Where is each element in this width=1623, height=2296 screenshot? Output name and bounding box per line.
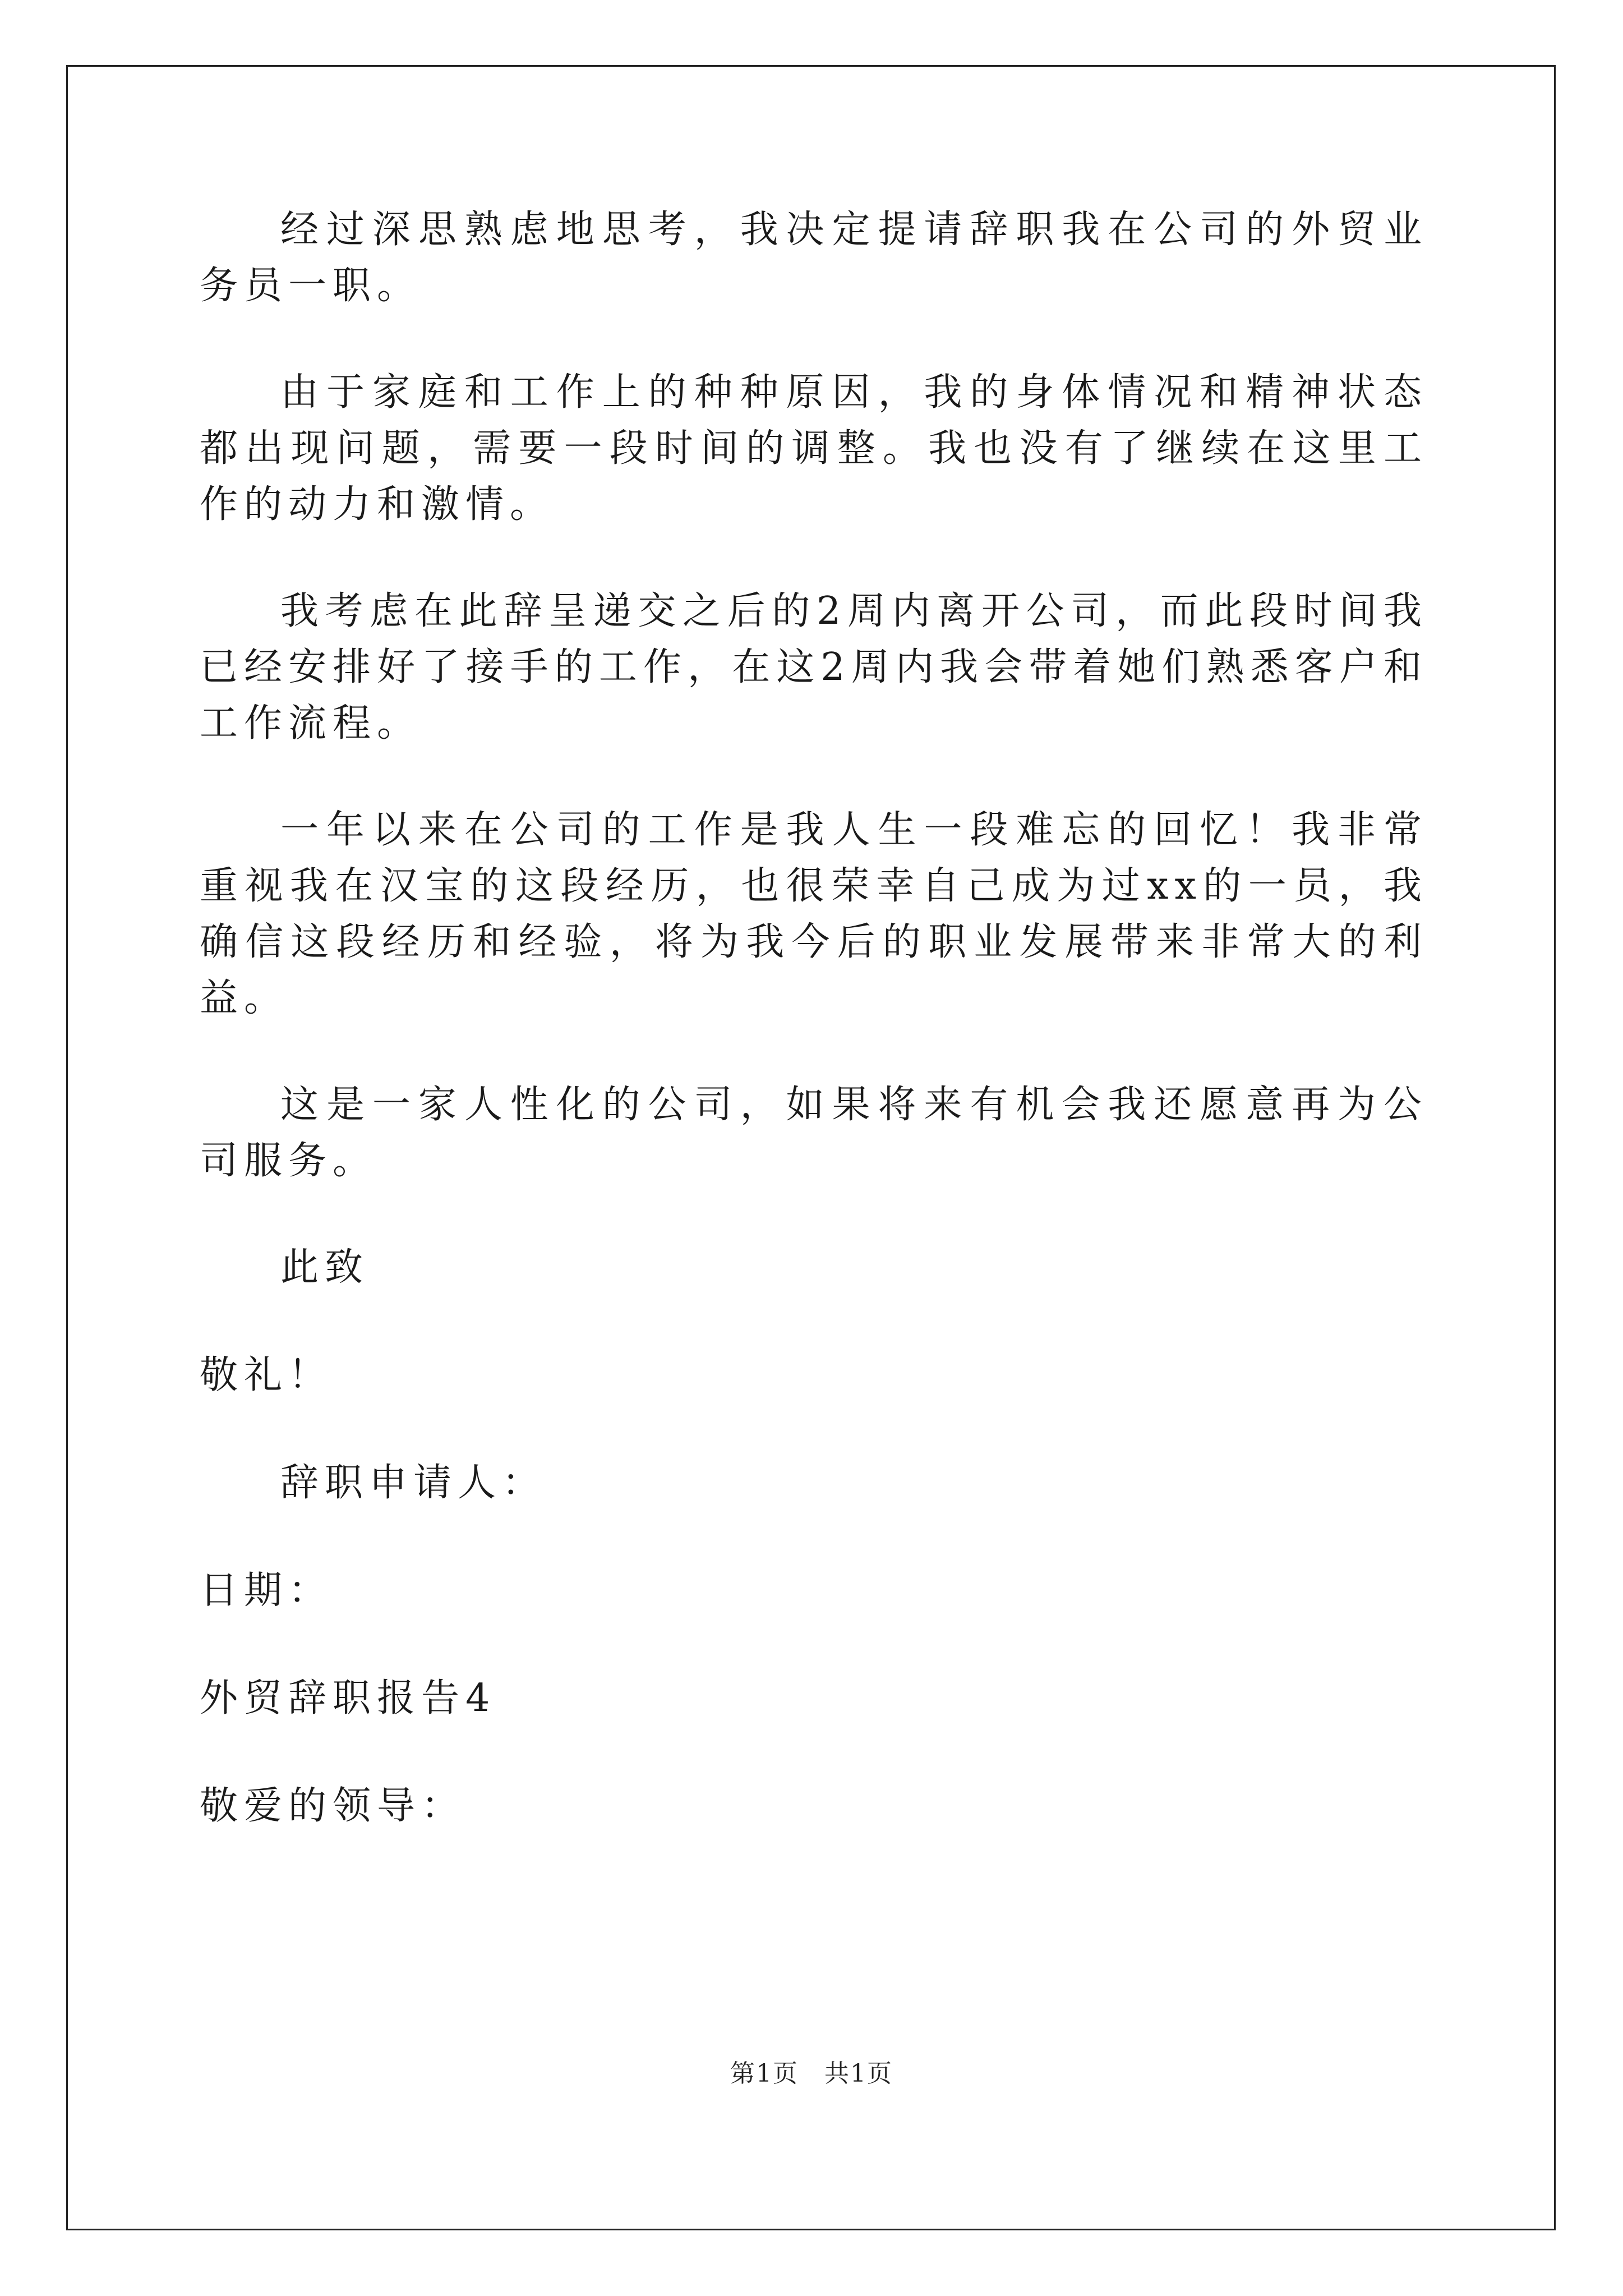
document-body	[200, 202, 1428, 1886]
paragraph-gratitude: 一年以来在公司的工作是我人生一段难忘的回忆！我非常重视我在汉宝的这段经历，也很荣幸自己成为过xx的一员，我确信这段经历和经验，将为我今后的职业发展带来非常大的利益。	[200, 808, 1428, 1020]
page-footer: 第1页 共1页	[730, 2059, 893, 2088]
signature-label: 辞职申请人：	[280, 1461, 547, 1505]
paragraph-handover: 我考虑在此辞呈递交之后的2周内离开公司，而此段时间我已经安排好了接手的工作，在这2周内我会带着她们熟悉客户和工作流程。	[200, 589, 1428, 746]
paragraph-reasons: 由于家庭和工作上的种种原因，我的身体情况和精神状态都出现问题，需要一段时间的调整。我也没有了继续在这里工作的动力和激情。	[200, 370, 1428, 527]
paragraph-future: 这是一家人性化的公司，如果将来有机会我还愿意再为公司服务。	[200, 1083, 1428, 1183]
date-label: 日期：	[200, 1568, 333, 1613]
salutation-text: 敬礼！	[200, 1353, 333, 1397]
next-report-greeting: 敬爱的领导：	[200, 1784, 466, 1828]
closing-text: 此致	[280, 1245, 370, 1290]
paragraph-resignation-decision: 经过深思熟虑地思考，我决定提请辞职我在公司的外贸业务员一职。	[200, 208, 1428, 308]
next-report-title: 外贸辞职报告4	[200, 1676, 496, 1720]
